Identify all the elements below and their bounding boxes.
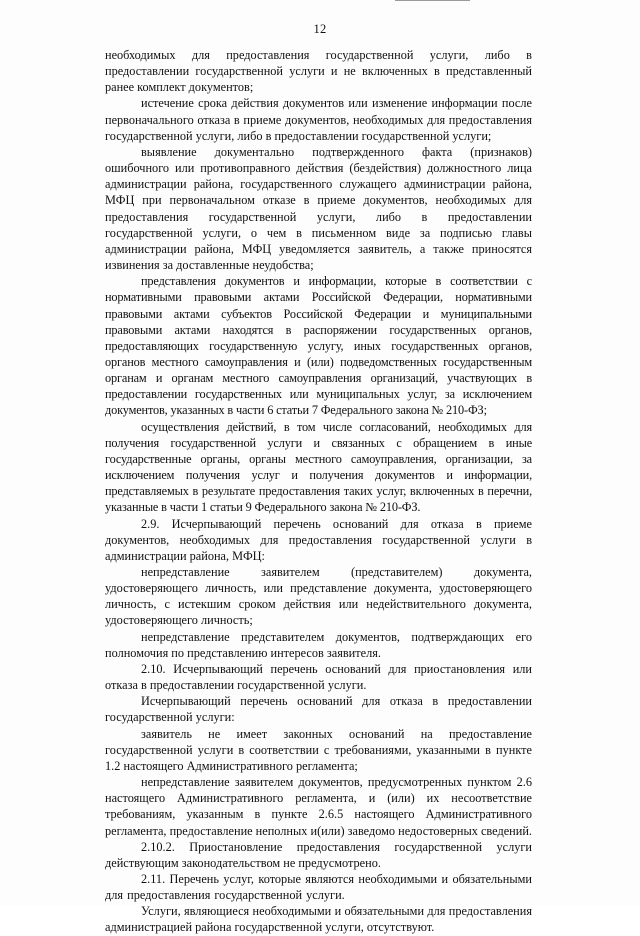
paragraph: непредставление заявителем документов, предусмотренных пунктом 2.6 настоящего Административного регламента, и (или) их несоответствие требованиям, указанным в пункте 2.6.5 настоящего Административного регламента, предоставление неполных и(или) заведомо недостоверных сведений.: [105, 775, 532, 838]
section-2-11-heading: 2.11. Перечень услуг, которые являются необходимыми и обязательными для предоставления государственной услуги.: [105, 871, 532, 903]
paragraph: Исчерпывающий перечень оснований для отказа в предоставлении государственной услуги:: [105, 694, 532, 725]
paragraph: Услуги, являющиеся необходимыми и обязательными для предоставления администрацией района государственной услуги, отсутствуют.: [105, 904, 532, 935]
scan-edge-line: [395, 0, 470, 1]
paragraph-continuation: необходимых для предоставления государственной услуги, либо в предоставлении государственной услуги и не включенных в представленный ранее комплект документов;: [105, 48, 532, 95]
section-2-10-heading: 2.10. Исчерпывающий перечень оснований для приостановления или отказа в предоставлении государственной услуги.: [105, 661, 532, 693]
page-number: 12: [313, 22, 327, 36]
paragraph: представления документов и информации, которые в соответствии с нормативными правовыми актами Российской Федерации, нормативными правовыми актами субъектов Российской Федерации и муниципальными правовыми актами находятся в распоряжении государственных органов, предоставляющих государственную услугу, иных государственных органов, органов местного самоуправления и (или) подведомственных государственным органам и органам местного самоуправления организаций, участвующих в предоставлении государственных или муниципальных услуг, за исключением документов, указанных в части 6 статьи 7 Федерального закона № 210-ФЗ;: [105, 274, 532, 418]
paragraph: истечение срока действия документов или изменение информации после первоначального отказа в приеме документов, необходимых для предоставления государственной услуги, либо в предоставлении государственной услуги;: [105, 96, 532, 143]
section-2-9-heading: 2.9. Исчерпывающий перечень оснований для отказа в приеме документов, необходимых для предоставления государственной услуги в администрации района, МФЦ:: [105, 516, 532, 563]
paragraph: непредставление заявителем (представителем) документа, удостоверяющего личность, или представление документа, удостоверяющего личность, с истекшим сроком действия или недействительного документа, удостоверяющего личность;: [105, 565, 532, 628]
paragraph: выявление документально подтвержденного факта (признаков) ошибочного или противоправного действия (бездействия) должностного лица администрации района, государственного служащего администрации района, МФЦ при первоначальном отказе в приеме документов, необходимых для предоставления государственной услуги, либо в предоставлении государственной услуги, о чем в письменном виде за подписью главы администрации района, МФЦ уведомляется заявитель, а также приносятся извинения за доставленные неудобства;: [105, 144, 532, 273]
document-body: [105, 47, 532, 936]
section-2-10-2-paragraph: 2.10.2. Приостановление предоставления государственной услуги действующим законодательством не предусмотрено.: [105, 839, 532, 870]
paragraph: заявитель не имеет законных оснований на предоставление государственной услуги в соответствии с требованиями, указанными в пункте 1.2 настоящего Административного регламента;: [105, 726, 532, 773]
paragraph: непредставление представителем документов, подтверждающих его полномочия по представлению интересов заявителя.: [105, 629, 532, 660]
paragraph: осуществления действий, в том числе согласований, необходимых для получения государственной услуги и связанных с обращением в иные государственные органы, органы местного самоуправления, организации, за исключением получения услуг и получения документов и информации, представляемых в результате предоставления таких услуг, включенных в перечни, указанные в части 1 статьи 9 Федерального закона № 210-ФЗ.: [105, 419, 532, 515]
